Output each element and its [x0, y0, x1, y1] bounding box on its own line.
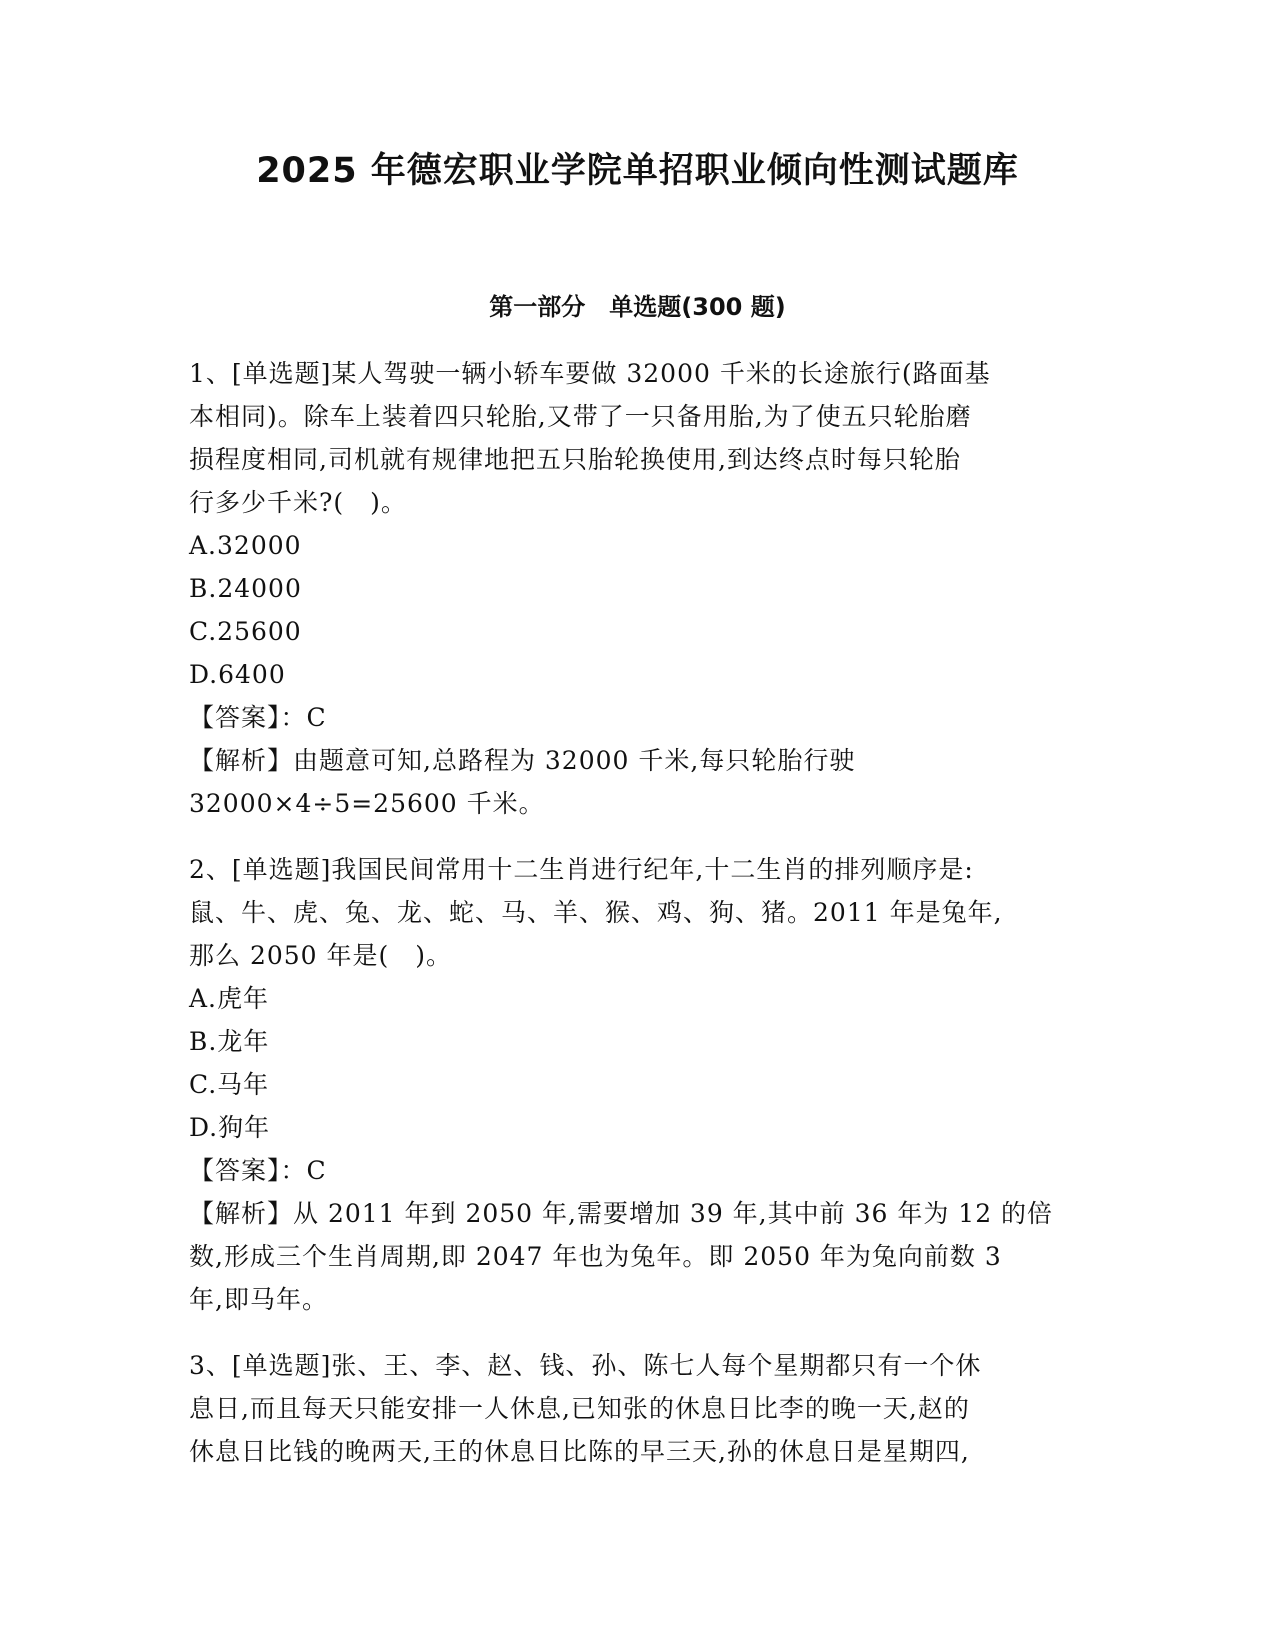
question-stem-line: 休息日比钱的晚两天,王的休息日比陈的早三天,孙的休息日是星期四, [189, 1437, 970, 1466]
question-spacer [189, 825, 1089, 848]
option-d: D.6400 [189, 660, 286, 689]
question-stem-line: 损程度相同,司机就有规律地把五只胎轮换使用,到达终点时每只轮胎 [189, 445, 961, 474]
section-heading: 第一部分 单选题(300 题) [489, 293, 786, 321]
question-stem-line: 行多少千米?( )。 [189, 488, 407, 517]
question-stem-line: 本相同)。除车上装着四只轮胎,又带了一只备用胎,为了使五只轮胎磨 [189, 402, 972, 431]
question-list [189, 352, 1089, 1473]
question-stem-line: 2、[单选题]我国民间常用十二生肖进行纪年,十二生肖的排列顺序是: [189, 855, 974, 884]
question-item [189, 1344, 1089, 1473]
analysis-line: 数,形成三个生肖周期,即 2047 年也为兔年。即 2050 年为兔向前数 3 [189, 1242, 1002, 1271]
option-c: C.25600 [189, 617, 302, 646]
option-a: A.32000 [189, 531, 302, 560]
document-title: 2025 年德宏职业学院单招职业倾向性测试题库 [256, 151, 1019, 191]
analysis-line: 年,即马年。 [189, 1285, 328, 1314]
option-b: B.24000 [189, 574, 302, 603]
answer-line: 【答案】：C [189, 1156, 327, 1185]
option-b: B.龙年 [189, 1027, 270, 1056]
question-stem-line: 1、[单选题]某人驾驶一辆小轿车要做 32000 千米的长途旅行(路面基 [189, 359, 991, 388]
question-stem-line: 鼠、牛、虎、兔、龙、蛇、马、羊、猴、鸡、狗、猪。2011 年是兔年, [189, 898, 1003, 927]
question-stem-line: 息日,而且每天只能安排一人休息,已知张的休息日比李的晚一天,赵的 [189, 1394, 970, 1423]
question-stem-line: 3、[单选题]张、王、李、赵、钱、孙、陈七人每个星期都只有一个休 [189, 1351, 982, 1380]
question-spacer [189, 1321, 1089, 1344]
analysis-line: 【解析】从 2011 年到 2050 年,需要增加 39 年,其中前 36 年为 12 的倍 [189, 1199, 1054, 1228]
question-stem-line: 那么 2050 年是( )。 [189, 941, 453, 970]
option-a: A.虎年 [189, 984, 270, 1013]
option-d: D.狗年 [189, 1113, 271, 1142]
question-item [189, 848, 1089, 1321]
option-c: C.马年 [189, 1070, 270, 1099]
analysis-line: 32000×4÷5=25600 千米。 [189, 789, 545, 818]
answer-line: 【答案】：C [189, 703, 327, 732]
question-item [189, 352, 1089, 825]
analysis-line: 【解析】由题意可知,总路程为 32000 千米,每只轮胎行驶 [189, 746, 856, 775]
